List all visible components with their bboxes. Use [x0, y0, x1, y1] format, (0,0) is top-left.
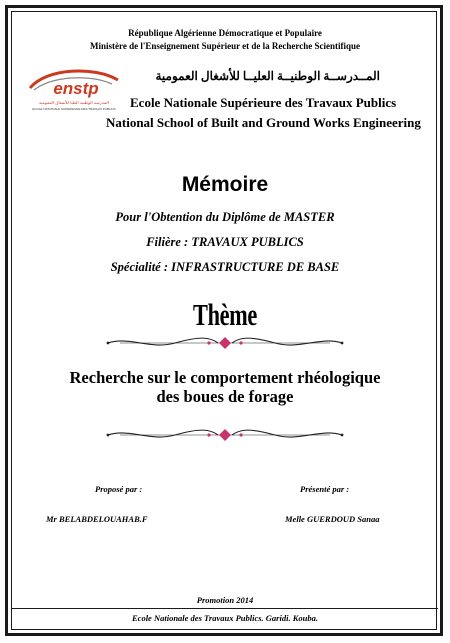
school-name-french: Ecole Nationale Supérieure des Travaux Publics — [130, 95, 397, 110]
field-line: Filière : TRAVAUX PUBLICS — [146, 235, 304, 249]
theme-label: Thème — [193, 297, 257, 332]
school-name-english: National School of Built and Ground Works Engineering — [106, 115, 421, 130]
logo-latin-caption: ECOLE NATIONALE SUPERIEURE DES TRAVAUX PUBLICS — [32, 107, 116, 111]
student-name: Melle GUERDOUD Sanaa — [285, 514, 380, 524]
footer-address: Ecole Nationale des Travaux Publics. Garidi. Kouba. — [132, 613, 318, 623]
logo-arabic-caption: المدرسة الوطنية العليا للأشغال العمومية — [39, 100, 109, 105]
logo-wordmark: enstp — [53, 79, 99, 98]
thesis-title-line-2: des boues de forage — [156, 387, 294, 406]
enstp-logo — [24, 64, 124, 114]
promotion-year: Promotion 2014 — [196, 595, 254, 605]
republic-header: République Algérienne Démocratique et Populaire — [128, 28, 322, 38]
thesis-title-line-1: Recherche sur le comportement rhéologique — [69, 368, 381, 387]
supervisor-name: Mr BELABDELOUAHAB.F — [46, 514, 148, 524]
ministry-header: Ministère de l'Enseignement Supérieur et de la Recherche Scientifique — [90, 41, 360, 51]
ornament-divider-bottom — [100, 426, 350, 444]
proposed-by-label: Proposé par : — [95, 484, 143, 494]
specialty-line: Spécialité : INFRASTRUCTURE DE BASE — [110, 260, 340, 274]
ornament-divider-top — [100, 334, 350, 352]
presented-by-label: Présenté par : — [300, 484, 350, 494]
diploma-purpose: Pour l'Obtention du Diplôme de MASTER — [115, 210, 335, 224]
document-type: Mémoire — [181, 173, 269, 196]
school-name-arabic: المــدرســة الوطنيــة العليــا للأشغال العمومية — [155, 69, 380, 83]
footer-divider — [12, 608, 438, 609]
